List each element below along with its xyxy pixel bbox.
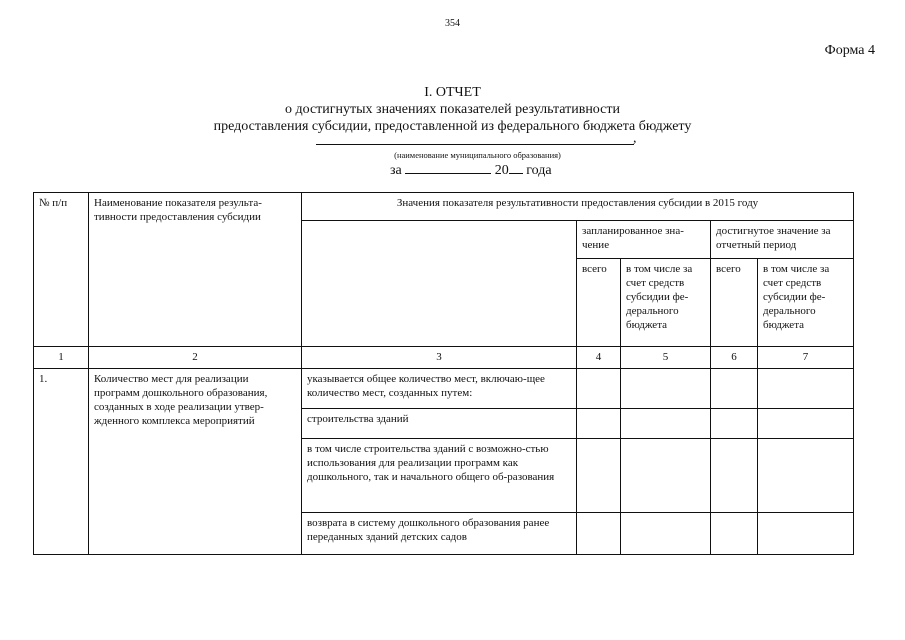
value-cell <box>621 439 711 513</box>
report-table <box>33 192 854 555</box>
year-blank <box>509 161 523 174</box>
col-number: 2 <box>89 347 302 369</box>
header-total-achieved: всего <box>711 259 758 347</box>
value-cell <box>621 513 711 555</box>
value-cell <box>577 409 621 439</box>
col-number: 7 <box>758 347 854 369</box>
report-title-block <box>0 84 905 135</box>
row-description: в том числе строительства зданий с возможно-стью использования для реализации программ как дошкольного, так и начального общего об-разования <box>302 439 577 513</box>
row-description: возврата в систему дошкольного образования ранее переданных зданий детских садов <box>302 513 577 555</box>
row-indicator-name: Количество мест для реализации программ дошкольного образования, созданных в ходе реализации утвер-жденного комплекса мероприятий <box>89 369 302 555</box>
header-num: № п/п <box>34 193 89 347</box>
col-number: 5 <box>621 347 711 369</box>
value-cell <box>711 409 758 439</box>
value-cell <box>621 409 711 439</box>
row-description: строительства зданий <box>302 409 577 439</box>
value-cell <box>577 513 621 555</box>
col-number: 1 <box>34 347 89 369</box>
column-numbers-row <box>34 347 854 369</box>
header-indicator-name: Наименование показателя результа-тивности предоставления субсидии <box>89 193 302 347</box>
value-cell <box>711 369 758 409</box>
header-total-planned: всего <box>577 259 621 347</box>
header-fed-achieved: в том числе за счет средств субсидии фе-дерального бюджета <box>758 259 854 347</box>
report-subtitle-line-1: о достигнутых значениях показателей результативности <box>285 102 620 117</box>
col-number: 4 <box>577 347 621 369</box>
year-prefix: 20 <box>494 163 509 178</box>
header-values: Значения показателя результативности предоставления субсидии в 2015 году <box>302 193 854 221</box>
value-cell <box>711 513 758 555</box>
value-cell <box>758 369 854 409</box>
value-cell <box>758 409 854 439</box>
period-blank <box>405 161 491 174</box>
value-cell <box>758 439 854 513</box>
row-num: 1. <box>34 369 89 555</box>
form-label: Форма 4 <box>824 43 875 58</box>
header-achieved: достигнутое значение за отчетный период <box>711 221 854 259</box>
value-cell <box>711 439 758 513</box>
report-title: I. ОТЧЕТ <box>424 85 481 100</box>
value-cell <box>758 513 854 555</box>
header-empty-col3 <box>302 221 577 347</box>
row-description: указывается общее количество мест, включаю-щее количество мест, созданных путем: <box>302 369 577 409</box>
reporting-year-line <box>390 161 552 179</box>
header-fed-planned: в том числе за счет средств субсидии фе-дерального бюджета <box>621 259 711 347</box>
value-cell <box>577 439 621 513</box>
municipality-blank-line <box>316 131 634 145</box>
municipality-comma: , <box>633 131 637 146</box>
for-label: за <box>390 163 402 178</box>
year-suffix: года <box>526 163 552 178</box>
col-number: 6 <box>711 347 758 369</box>
header-planned: запланированное зна-чение <box>577 221 711 259</box>
table-row <box>34 369 854 409</box>
page-number: 354 <box>445 18 460 29</box>
municipality-caption: (наименование муниципального образования) <box>394 150 561 160</box>
header-row-1 <box>34 193 854 221</box>
report-subtitle-line-2: предоставления субсидии, предоставленной из федерального бюджета бюджету <box>213 119 692 134</box>
value-cell <box>577 369 621 409</box>
value-cell <box>621 369 711 409</box>
col-number: 3 <box>302 347 577 369</box>
